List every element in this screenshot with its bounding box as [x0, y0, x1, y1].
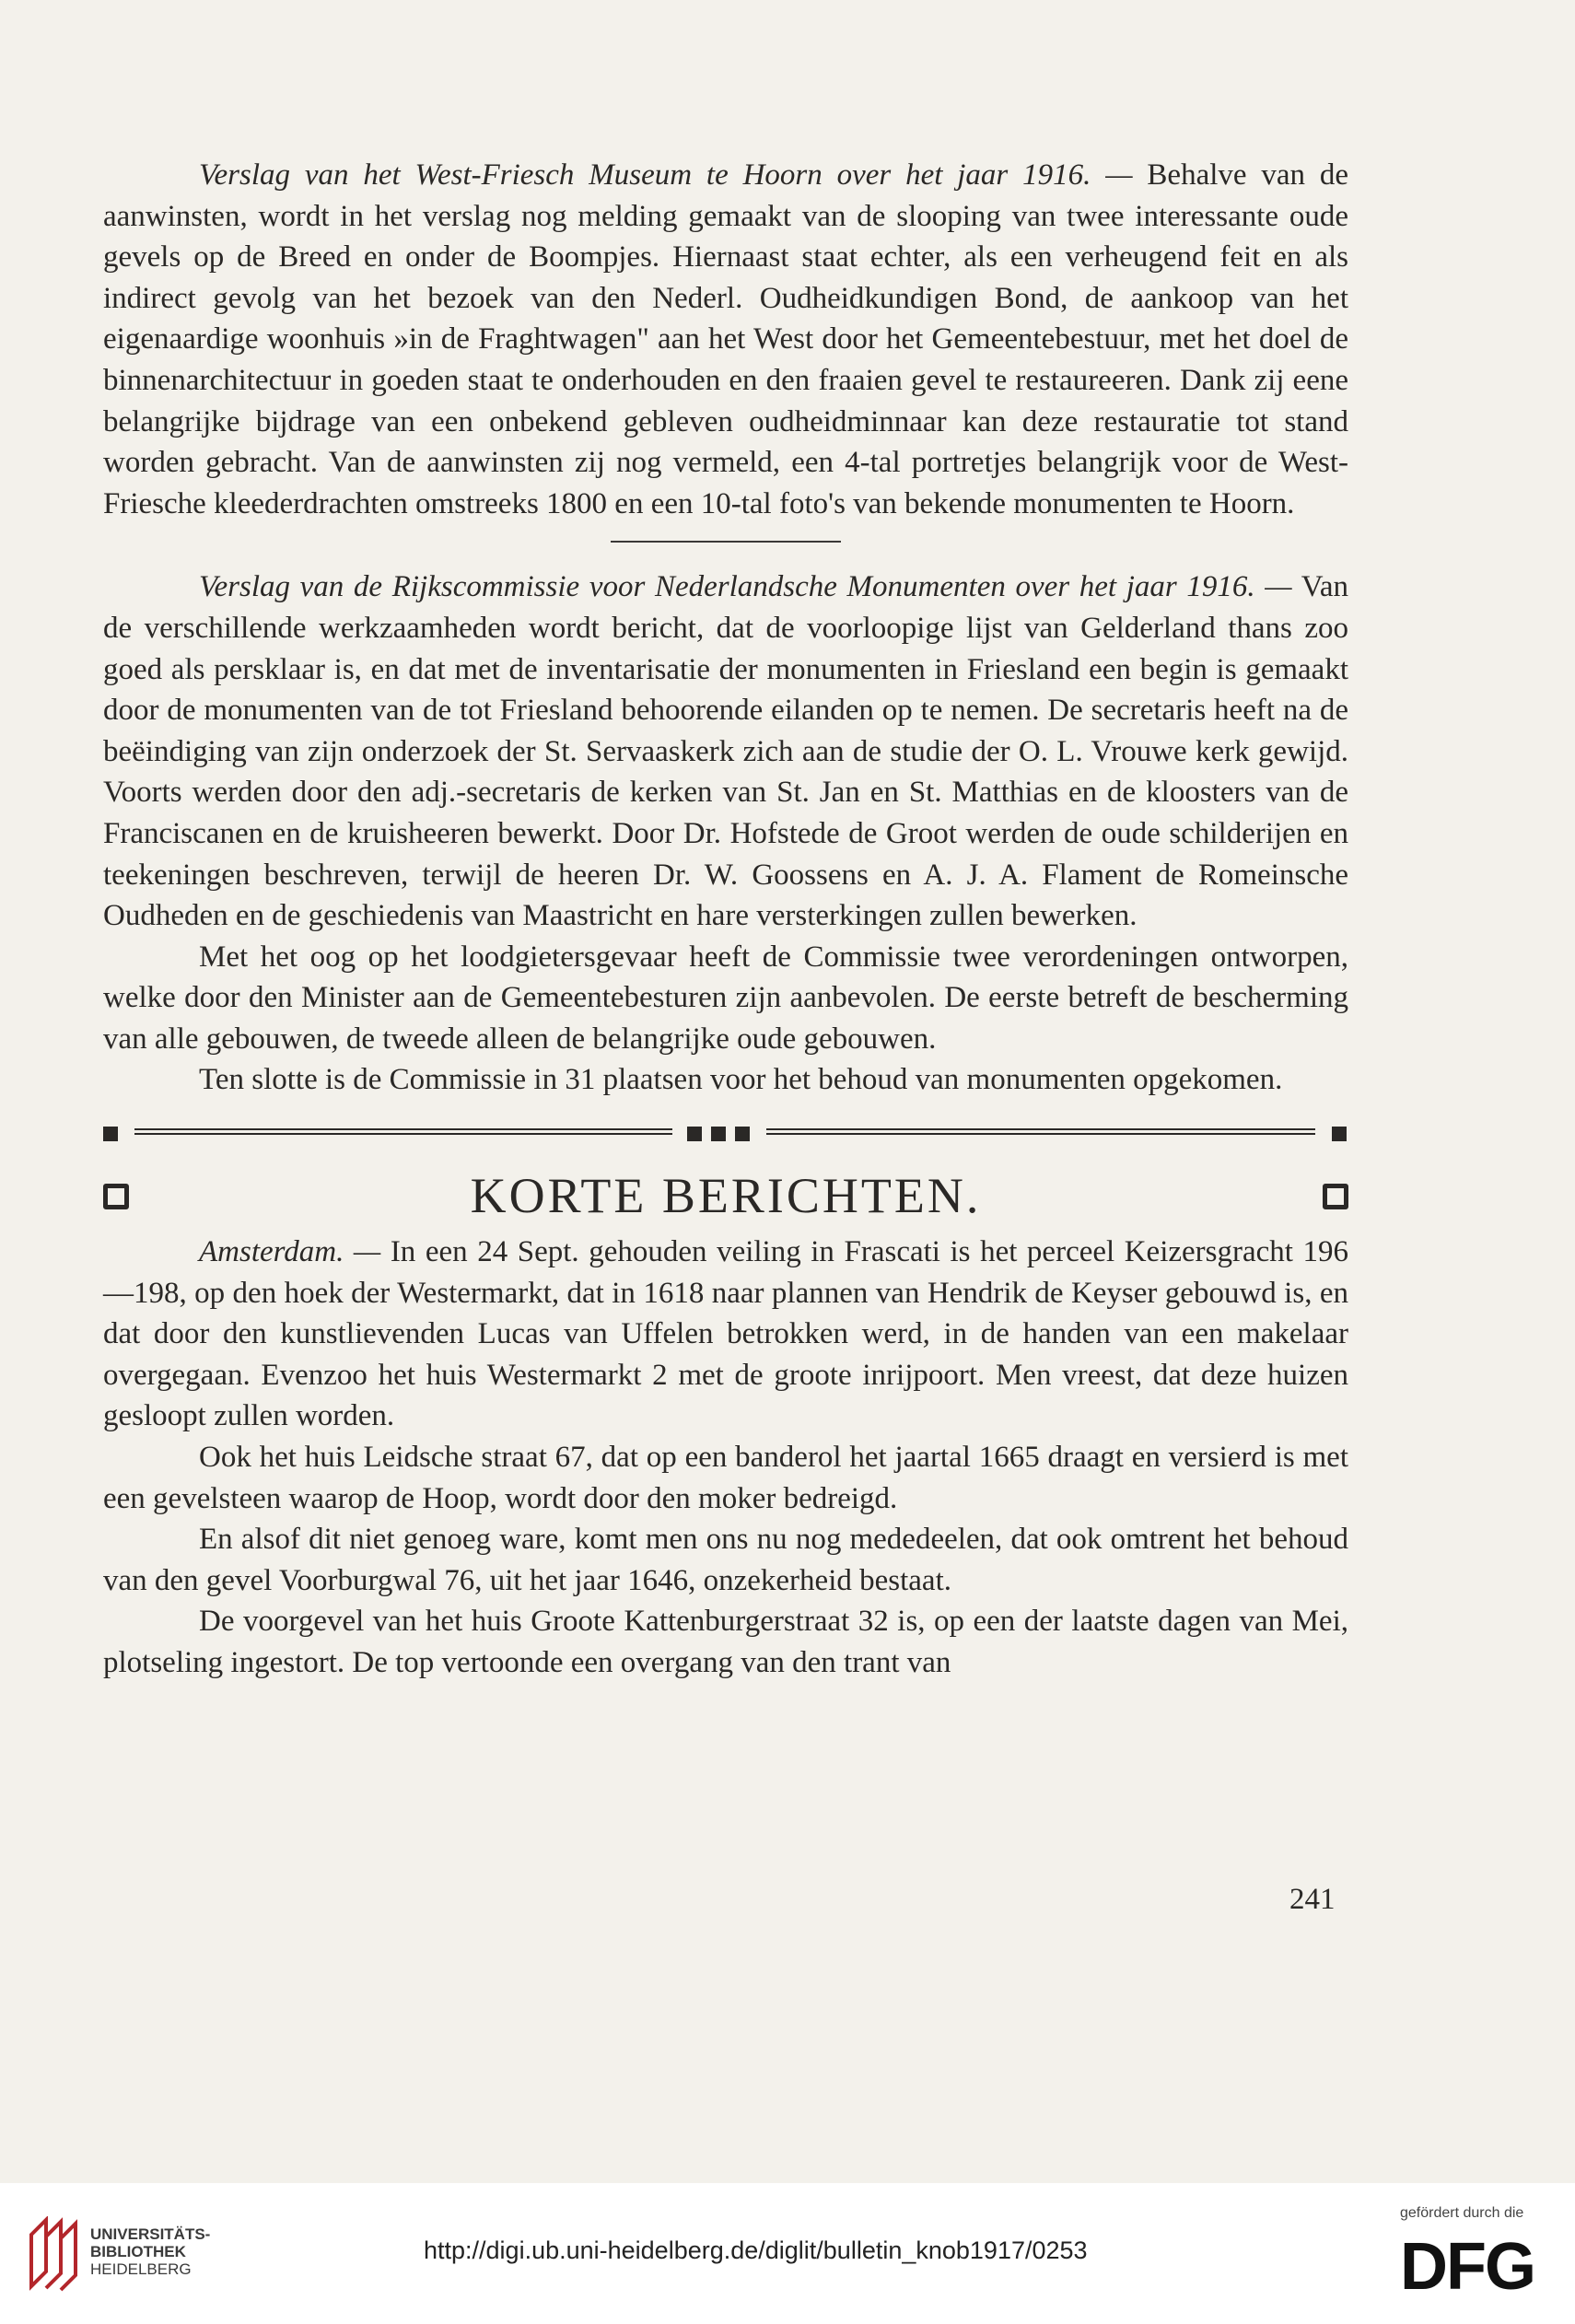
university-library-logo-icon: [28, 2216, 79, 2294]
news-place: Amsterdam. —: [199, 1235, 381, 1269]
news-paragraph-3: En alsof dit niet genoeg ware, komt men ons nu nog mededeelen, dat ook omtrent het behoud van den gevel Voorburgwal 76, uit het jaar 1646, onzekerheid bestaat.: [103, 1523, 1348, 1597]
ornament-square-icon: [735, 1127, 750, 1141]
report2-title: Verslag van de Rijkscommissie voor Nederlandsche Monumenten over het jaar 1916. —: [199, 570, 1292, 604]
dfg-logo: DFG: [1400, 2230, 1534, 2304]
ornament-square-icon: [103, 1127, 118, 1141]
section-heading-row: [103, 1163, 1348, 1228]
ornamental-divider: [103, 1121, 1348, 1149]
heading-box-icon: [103, 1184, 129, 1209]
source-url-link[interactable]: http://digi.ub.uni-heidelberg.de/diglit/bulletin_knob1917/0253: [424, 2236, 1088, 2264]
report1-title: Verslag van het West-Friesch Museum te Hoorn over het jaar 1916. —: [199, 158, 1133, 192]
footer-bar: [0, 2183, 1575, 2324]
text-column: [103, 155, 1348, 1684]
report2-paragraph: [103, 566, 1348, 936]
report1-paragraph: [103, 155, 1348, 524]
news-amsterdam-body: In een 24 Sept. gehouden veiling in Frascati is het perceel Keizersgracht 196—198, op den hoek der Westermarkt, dat in 1618 naar plannen van Hendrik de Keyser gebouwd is, en dat door den kunstlievenden Lucas van Uffelen betrokken werd, in de handen van een makelaar overgegaan. Evenzoo het huis Westermarkt 2 met de groote inrijpoort. Men vreest, dat deze huizen gesloopt zullen worden.: [103, 1235, 1349, 1433]
ornament-double-line: [134, 1128, 672, 1135]
news-paragraph-2: Ook het huis Leidsche straat 67, dat op een banderol het jaartal 1665 draagt en versierd is met een gevelsteen waarop de Hoop, wordt door den moker bedreigd.: [103, 1441, 1348, 1515]
news-paragraph-4: De voorgevel van het huis Groote Kattenburgerstraat 32 is, op een der laatste dagen van Mei, plotseling ingestort. De top vertoonde een overgang van den trant van: [103, 1605, 1348, 1679]
report2-body: Van de verschillende werkzaamheden wordt bericht, dat de voorloopige lijst van Gelderland thans zoo goed als persklaar is, en dat met de inventarisatie der monumenten in Friesland een begin is gemaakt door de monumenten van de tot Friesland behoorende eilanden op te nemen. De secretaris heeft na de beëindiging van zijn onderzoek der St. Servaaskerk zich aan de studie der O. L. Vrouwe kerk gewijd. Voorts werden door den adj.-secretaris de kerken van St. Jan en St. Matthias en de kloosters van de Franciscanen en de kruisheeren bewerkt. Door Dr. Hofstede de Groot werden de oude schilderijen en teekeningen beschreven, terwijl de heeren Dr. W. Goossens en A. J. A. Flament de Romeinsche Oudheden en de geschiedenis van Maastricht en hare versterkingen zullen bewerken.: [103, 570, 1349, 933]
ornament-square-icon: [711, 1127, 726, 1141]
heading-box-icon: [1323, 1184, 1348, 1209]
ornament-double-line: [766, 1128, 1315, 1135]
library-name: UNIVERSITÄTS- BIBLIOTHEK HEIDELBERG: [90, 2225, 211, 2278]
news-amsterdam: [103, 1232, 1348, 1437]
ornament-square-icon: [687, 1127, 702, 1141]
funding-note: gefördert durch die: [1400, 2205, 1524, 2221]
ornament-square-icon: [1332, 1127, 1347, 1141]
report2-paragraph-2: Met het oog op het loodgietersgevaar heeft de Commissie twee verordeningen ontworpen, welke door den Minister aan de Gemeentebesturen zijn aanbevolen. De eerste betreft de bescherming van alle gebouwen, de tweede alleen de belangrijke oude gebouwen.: [103, 940, 1348, 1056]
section-heading: KORTE BERICHTEN.: [470, 1168, 982, 1224]
page-number: 241: [1289, 1883, 1336, 1916]
short-divider: [611, 541, 841, 543]
report2-paragraph-3: Ten slotte is de Commissie in 31 plaatsen voor het behoud van monumenten opgekomen.: [199, 1063, 1283, 1097]
report1-body: Behalve van de aanwinsten, wordt in het verslag nog melding gemaakt van de slooping van twee interessante oude gevels op de Breed en onder de Boompjes. Hiernaast staat echter, als een verheugend feit en als indirect gevolg van het bezoek van den Nederl. Oudheidkundigen Bond, de aankoop van het eigenaardige woonhuis »in de Fraghtwagen" aan het West door het Gemeentebestuur, met het doel de binnenarchitectuur in goeden staat te onderhouden en den fraaien gevel te restaureeren. Dank zij eene belangrijke bijdrage van een onbekend gebleven oudheidminnaar kan deze restauratie tot stand worden gebracht. Van de aanwinsten zij nog vermeld, een 4-tal portretjes belangrijk voor de West-Friesche kleederdrachten omstreeks 1800 en een 10-tal foto's van bekende monumenten te Hoorn.: [103, 158, 1349, 520]
